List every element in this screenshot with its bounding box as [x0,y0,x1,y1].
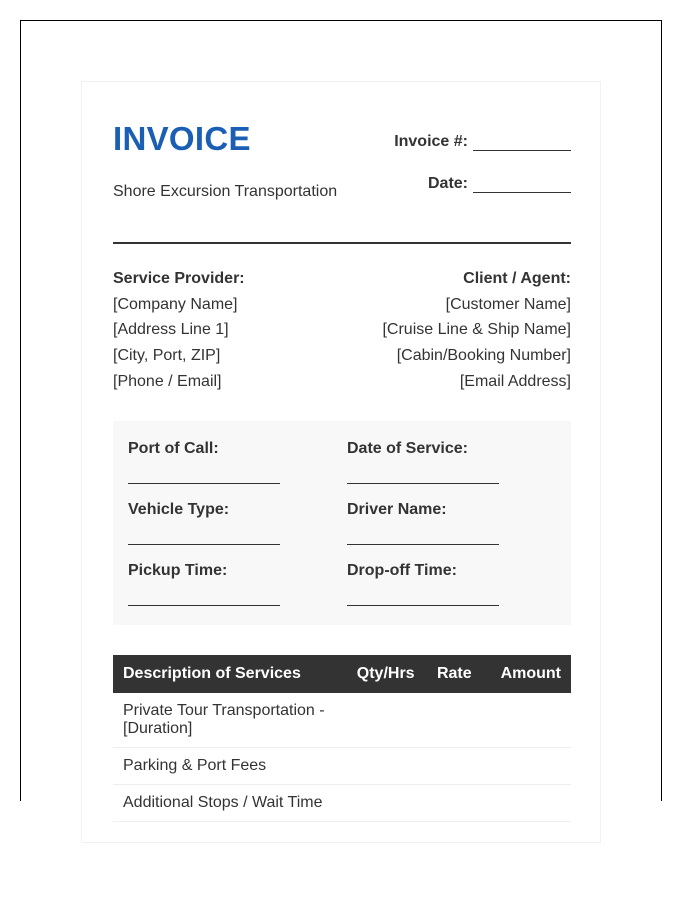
port-of-call-field [128,440,280,484]
dropoff-time-field [347,562,499,606]
document-viewport [20,20,662,811]
service-provider-block [113,266,245,395]
pickup-time-label: Pickup Time: [128,562,228,579]
date-of-service-field [347,440,499,484]
table-row [113,785,571,822]
invoice-number-label: Invoice #: [394,133,468,150]
header-qty-hrs: Qty/Hrs [345,655,426,693]
provider-contact: [Phone / Email] [113,372,222,390]
invoice-number-blank[interactable] [473,134,571,151]
dropoff-time-label: Drop-off Time: [347,562,457,579]
provider-address: [Address Line 1] [113,321,229,339]
invoice-subtitle: Shore Excursion Transportation [113,183,338,200]
client-booking-number: [Cabin/Booking Number] [396,347,571,365]
row-qty [345,748,426,785]
date-of-service-blank[interactable] [347,483,499,484]
services-table [113,655,571,822]
service-details-box [113,421,571,625]
invoice-date-label: Date: [427,175,468,192]
header-amount: Amount [482,655,571,693]
header-divider [113,242,571,244]
provider-city: [City, Port, ZIP] [113,347,221,365]
vehicle-type-label: Vehicle Type: [128,501,230,518]
table-header-row [113,655,571,693]
vehicle-type-blank[interactable] [128,544,280,545]
invoice-date-row [428,175,571,193]
table-row [113,693,571,748]
client-customer-name: [Customer Name] [445,295,571,313]
client-block [382,266,571,395]
row-qty [345,693,426,748]
row-amount [482,785,571,822]
driver-name-field [347,501,499,545]
row-rate [426,693,482,748]
port-of-call-label: Port of Call: [128,440,219,457]
provider-company-name: [Company Name] [113,295,238,313]
date-of-service-label: Date of Service: [347,440,468,457]
row-qty [345,785,426,822]
invoice-date-blank[interactable] [473,176,571,193]
client-ship-name: [Cruise Line & Ship Name] [382,321,571,339]
header-rate: Rate [426,655,482,693]
row-description: Private Tour Transportation - [Duration] [113,693,345,748]
row-description: Parking & Port Fees [113,748,345,785]
pickup-time-blank[interactable] [128,605,280,606]
pickup-time-field [128,562,280,606]
service-provider-heading: Service Provider: [113,270,245,287]
row-amount [482,693,571,748]
driver-name-blank[interactable] [347,544,499,545]
invoice-sheet [81,81,601,843]
vehicle-type-field [128,501,280,545]
invoice-title: INVOICE [113,120,251,157]
table-row [113,748,571,785]
row-rate [426,785,482,822]
client-heading: Client / Agent: [463,270,571,287]
header-description: Description of Services [113,655,345,693]
invoice-number-row [394,133,571,151]
row-description: Additional Stops / Wait Time [113,785,345,822]
driver-name-label: Driver Name: [347,501,447,518]
client-email: [Email Address] [459,372,571,390]
row-amount [482,748,571,785]
port-of-call-blank[interactable] [128,483,280,484]
row-rate [426,748,482,785]
dropoff-time-blank[interactable] [347,605,499,606]
